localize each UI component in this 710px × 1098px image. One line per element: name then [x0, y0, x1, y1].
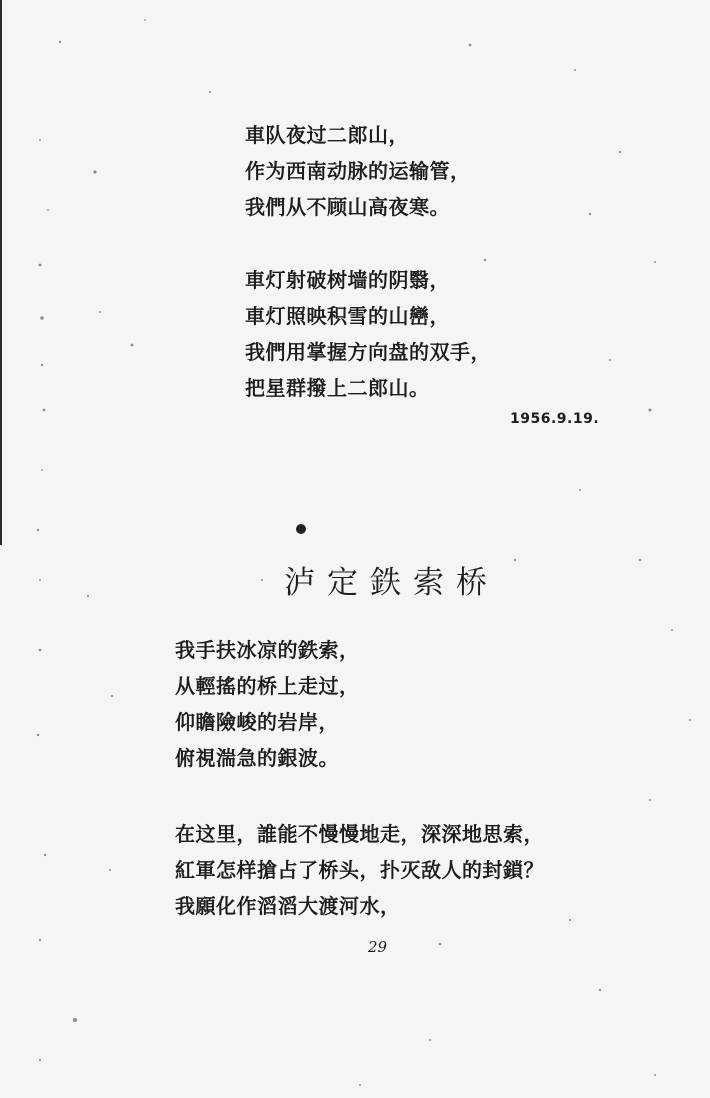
poem-line: 俯視湍急的銀波。	[175, 746, 339, 770]
poem-line: 仰瞻險峻的岩岸，	[175, 710, 339, 734]
poem-line: 我們用掌握方向盘的双手，	[245, 340, 491, 364]
poem-2-stanza-1	[175, 632, 360, 776]
poem-1-date: 1956.9.19.	[510, 411, 600, 427]
poem-2-title: 泸定鉄索桥	[284, 565, 499, 601]
poem-line: 我手扶冰凉的鉄索，	[175, 638, 360, 662]
poem-1-stanza-2	[245, 262, 491, 406]
poem-2-stanza-2	[175, 816, 544, 924]
poem-line: 从輕搖的桥上走过，	[175, 674, 360, 698]
poem-line: 我們从不顾山高夜寒。	[245, 195, 450, 219]
page-number: 29	[368, 938, 388, 956]
poem-line: 我願化作滔滔大渡河水，	[175, 894, 401, 918]
poem-line: 作为西南动脉的运输管，	[245, 159, 471, 183]
poem-line: 在这里，誰能不慢慢地走，深深地思索，	[175, 822, 544, 846]
section-divider-bullet	[296, 524, 306, 534]
poem-1-stanza-1	[245, 117, 471, 225]
poem-line: 車灯照映积雪的山巒，	[245, 304, 450, 328]
poem-line: 紅軍怎样搶占了桥头，扑灭敌人的封鎖？	[175, 858, 544, 882]
poem-line: 把星群撥上二郎山。	[245, 376, 430, 400]
poem-line: 車灯射破树墙的阴翳，	[245, 268, 450, 292]
page-left-edge	[0, 0, 2, 545]
poem-line: 車队夜过二郎山，	[245, 123, 409, 147]
